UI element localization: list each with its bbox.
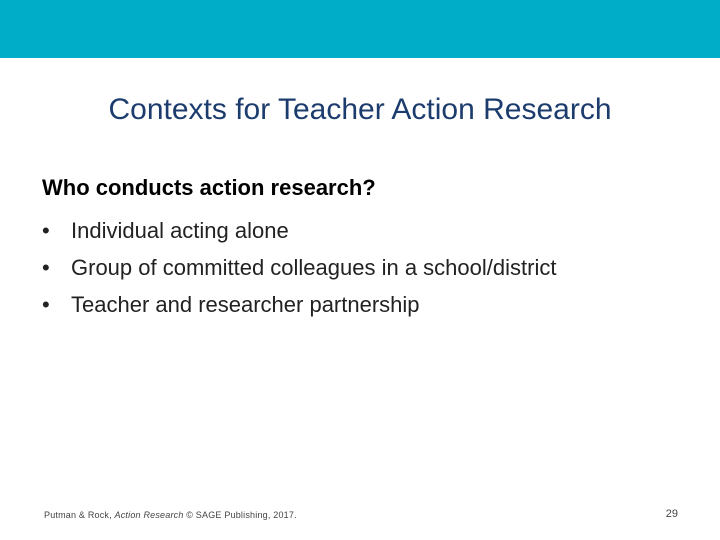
footer-citation: [44, 509, 297, 521]
bullet-list: [42, 212, 556, 323]
citation-title: Action Research: [114, 510, 184, 520]
page-number: 29: [665, 508, 678, 520]
bullet-item: [42, 249, 556, 286]
header-accent-bar: [0, 0, 720, 58]
bullet-marker: •: [42, 218, 50, 243]
citation-authors: Putman & Rock,: [44, 510, 115, 520]
slide-title: Contexts for Teacher Action Research: [108, 93, 612, 126]
citation-publisher: © SAGE Publishing, 2017.: [183, 510, 297, 520]
slide-subheading: Who conducts action research?: [42, 175, 376, 200]
bullet-item: [42, 286, 556, 323]
bullet-item: [42, 212, 556, 249]
bullet-text: Group of committed colleagues in a school/district: [71, 255, 557, 280]
bullet-text: Teacher and researcher partnership: [71, 292, 420, 317]
bullet-marker: •: [42, 292, 50, 317]
bullet-text: Individual acting alone: [71, 218, 289, 243]
bullet-marker: •: [42, 255, 50, 280]
